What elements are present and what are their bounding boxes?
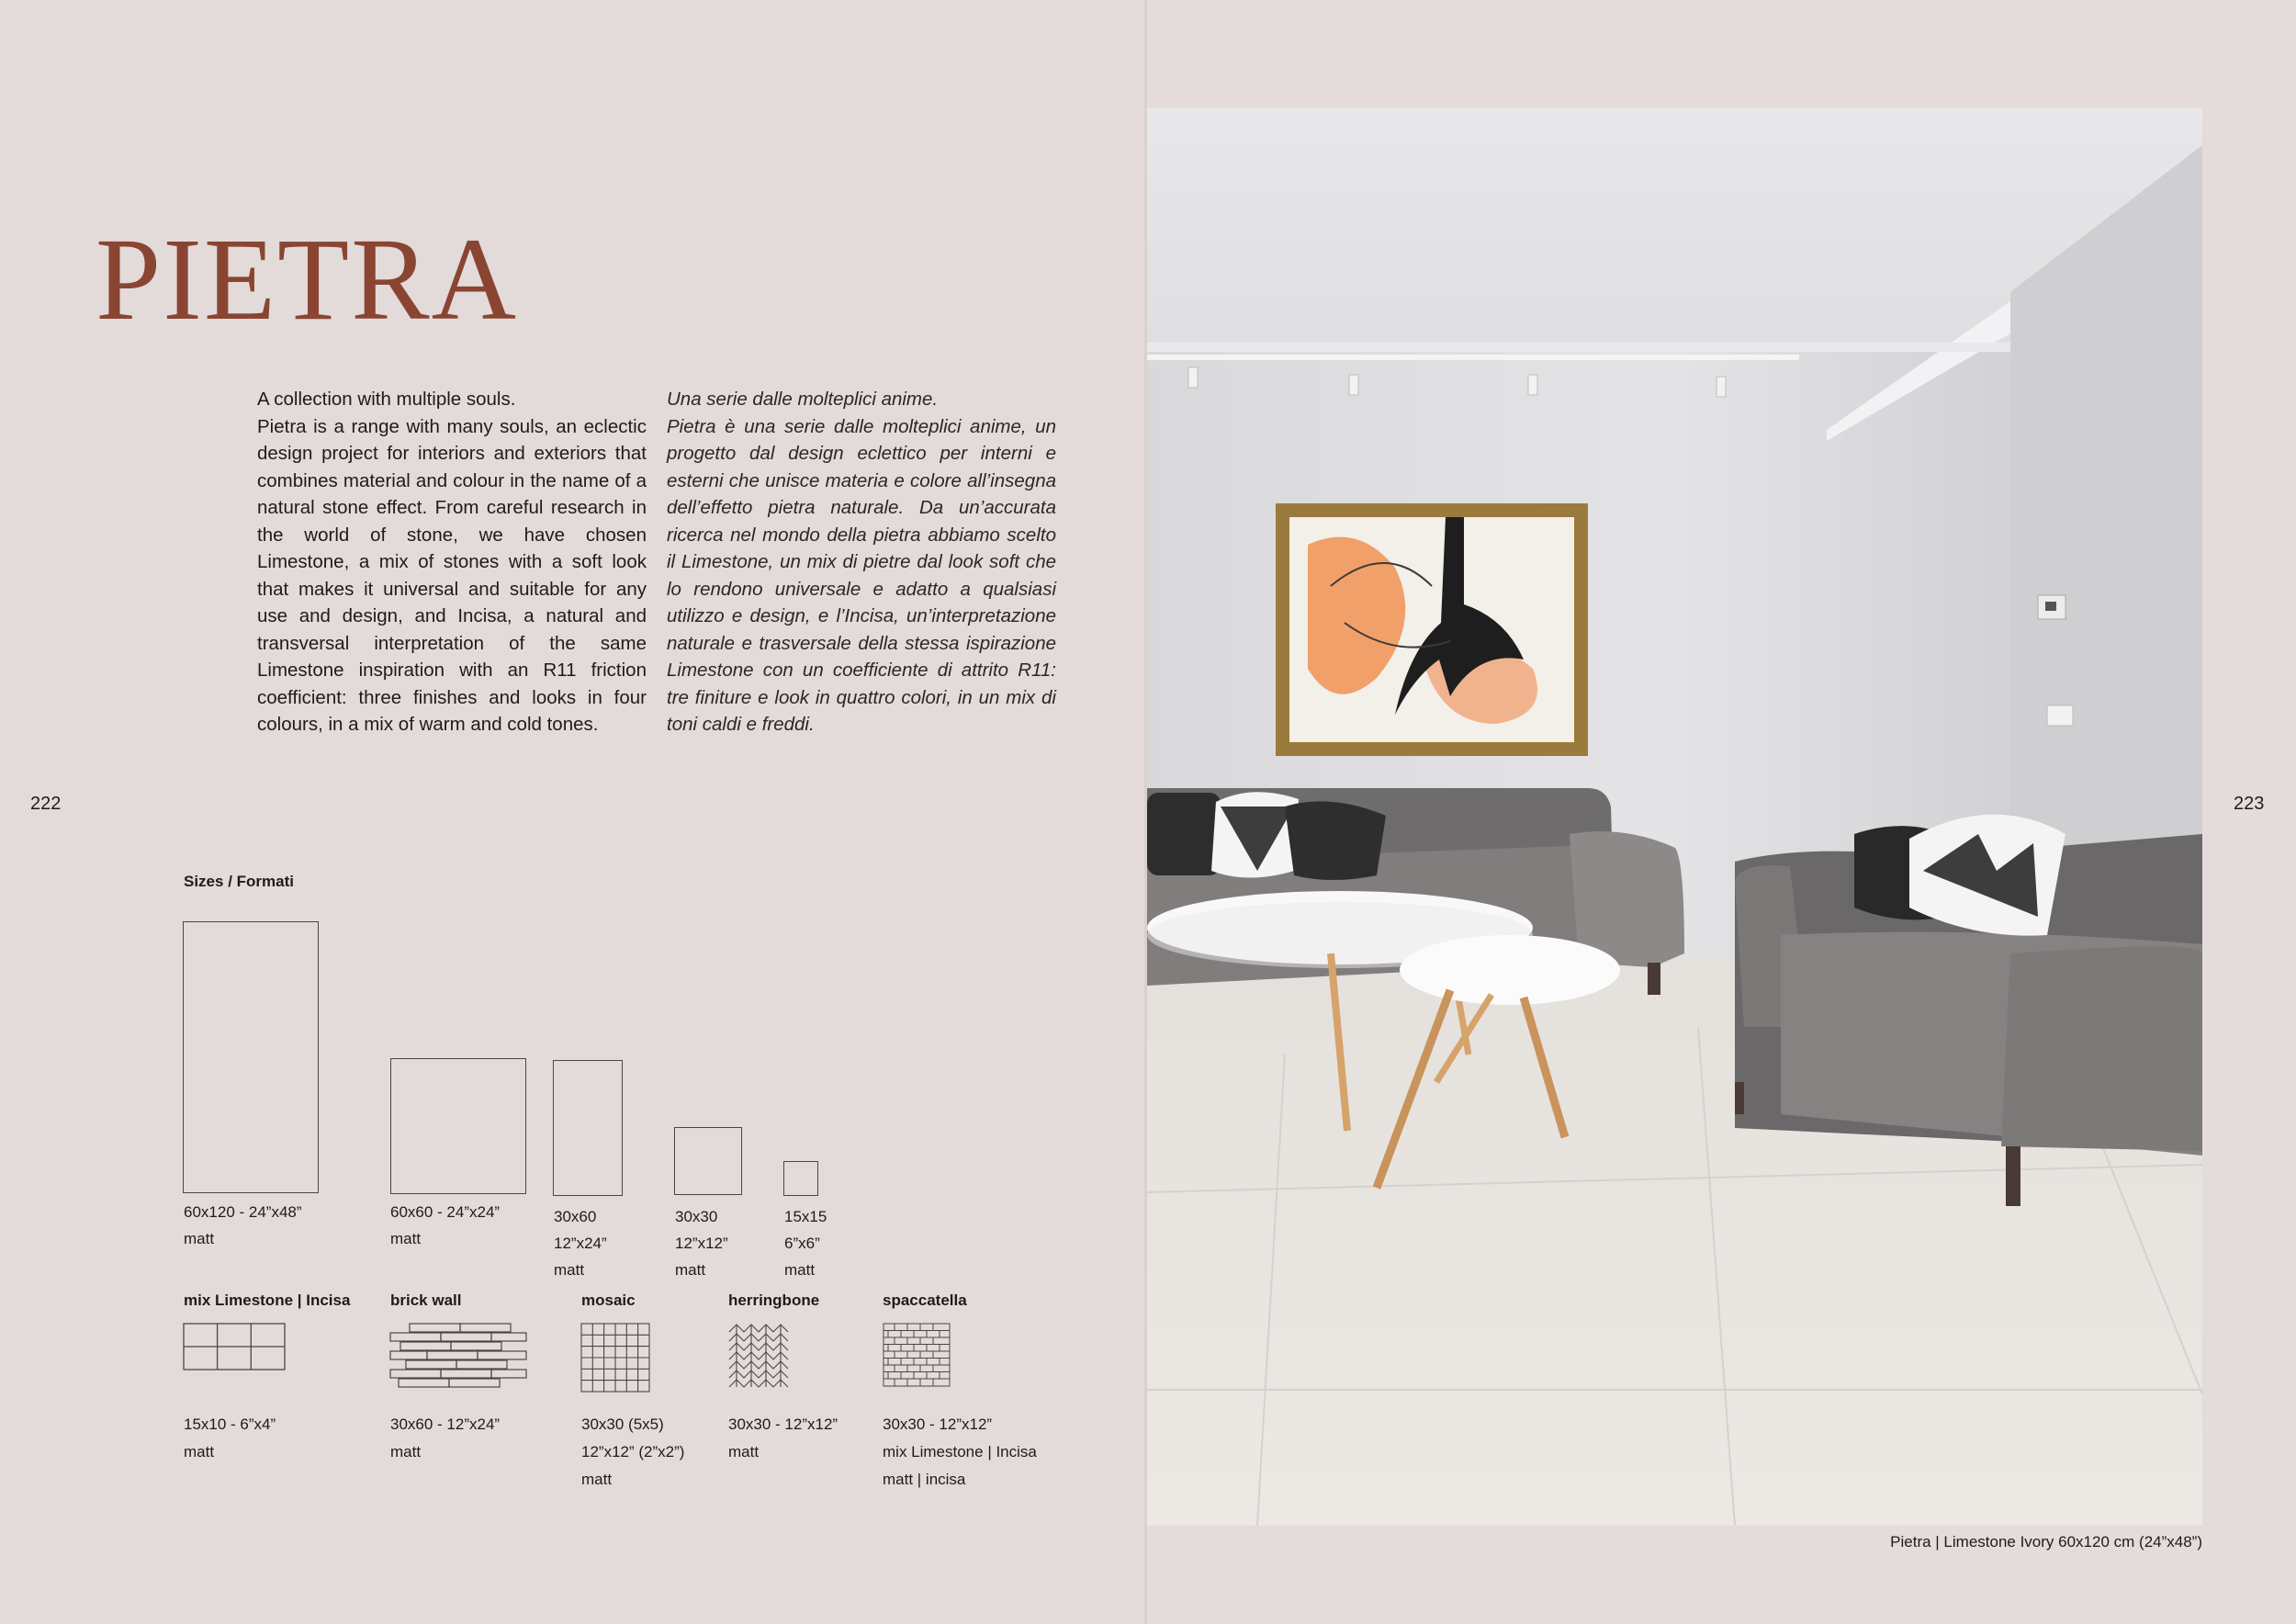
size-caption-line: matt (184, 1230, 215, 1247)
size-caption-line: 60x120 - 24”x48” (184, 1203, 302, 1221)
intro-italian-body: Pietra è una serie dalle molteplici anime, un progetto dal design eclettico per interni e esterni che unisce materia e colore all’insegna dell’effetto pietra naturale. Da un’accurata ricerca nel mondo della pietra abbiamo scelto il Limestone, un mix di pietre dal look soft che lo rendono universale e adatto a qualsiasi utilizzo e design, e l’Incisa, un’interpretazione naturale e trasversale della stessa ispirazione Limestone con un coefficiente di attrito R11: tre finiture e look in quattro colori, in un mix di toni caldi e freddi. (667, 415, 1056, 735)
size-caption-line: 30x30 (675, 1208, 718, 1225)
mix-caption-line: 15x10 - 6”x4” (184, 1415, 276, 1433)
size-caption-line: matt (554, 1261, 585, 1279)
mix-caption (728, 1411, 838, 1466)
mix-caption-line: matt (390, 1443, 422, 1460)
size-caption-line: 6”x6” (784, 1235, 820, 1252)
intro-english (257, 386, 647, 739)
mix-caption-line: matt (581, 1471, 613, 1488)
mosaic-grid-icon (580, 1323, 650, 1393)
intro-english-lead: A collection with multiple souls. (257, 389, 516, 410)
mix-label: herringbone (728, 1291, 820, 1309)
mix-caption (581, 1411, 684, 1494)
mix-label: mix Limestone | Incisa (184, 1291, 351, 1309)
page-number-right: 223 (2234, 794, 2265, 814)
grid-3x2-icon (183, 1323, 286, 1370)
intro-italian-lead: Una serie dalle molteplici anime. (667, 389, 939, 410)
mix-caption-line: 12”x12” (2”x2”) (581, 1443, 685, 1460)
size-caption-line: 60x60 - 24”x24” (390, 1203, 501, 1221)
photo-caption: Pietra | Limestone Ivory 60x120 cm (24”x48”) (1890, 1533, 2202, 1551)
sizes-heading: Sizes / Formati (184, 873, 294, 890)
tile-size-60x120 (183, 921, 319, 1193)
size-caption-line: 15x15 (784, 1208, 827, 1225)
mix-caption-line: 30x60 - 12”x24” (390, 1415, 501, 1433)
tile-size-60x60 (390, 1058, 526, 1194)
mix-caption-line: matt (728, 1443, 760, 1460)
mix-caption (390, 1411, 500, 1466)
mix-caption (883, 1411, 1037, 1494)
size-caption-line: matt (784, 1261, 816, 1279)
mix-caption-line: matt (184, 1443, 215, 1460)
size-caption-line: 30x60 (554, 1208, 597, 1225)
size-caption-line: matt (390, 1230, 422, 1247)
mix-caption-line: 30x30 - 12”x12” (728, 1415, 838, 1433)
spaccatella-icon (883, 1323, 951, 1387)
intro-italian (667, 386, 1056, 739)
brick-wall-icon (389, 1323, 527, 1389)
size-caption-line: matt (675, 1261, 706, 1279)
page-number-left: 222 (30, 794, 62, 814)
tile-size-30x30 (674, 1127, 742, 1195)
mix-label: spaccatella (883, 1291, 967, 1309)
size-caption (675, 1203, 728, 1283)
mix-caption (184, 1411, 276, 1466)
size-caption (784, 1203, 827, 1283)
size-caption (184, 1199, 302, 1252)
collection-title: PIETRA (96, 214, 518, 344)
living-room-illustration (1147, 108, 2202, 1526)
size-caption (554, 1203, 607, 1283)
size-caption (390, 1199, 500, 1252)
mix-label: mosaic (581, 1291, 636, 1309)
interior-photo (1147, 108, 2202, 1526)
mix-caption-line: mix Limestone | Incisa (883, 1443, 1037, 1460)
intro-english-body: Pietra is a range with many souls, an eclectic design project for interiors and exteriors that combines material and colour in the name of a natural stone effect. From careful research in the world of stone, we have chosen Limestone, a mix of stones with a soft look that makes it universal and suitable for any use and design, and Incisa, a natural and transversal interpretation of the same Limestone inspiration with an R11 friction coefficient: three finishes and looks in four colours, in a mix of warm and cold tones. (257, 415, 647, 735)
mix-caption-line: matt | incisa (883, 1471, 966, 1488)
size-caption-line: 12”x12” (675, 1235, 728, 1252)
tile-size-30x60 (553, 1060, 623, 1196)
mix-label: brick wall (390, 1291, 462, 1309)
mix-caption-line: 30x30 - 12”x12” (883, 1415, 993, 1433)
herringbone-icon (727, 1323, 790, 1389)
mix-caption-line: 30x30 (5x5) (581, 1415, 664, 1433)
tile-size-15x15 (783, 1161, 818, 1196)
size-caption-line: 12”x24” (554, 1235, 607, 1252)
